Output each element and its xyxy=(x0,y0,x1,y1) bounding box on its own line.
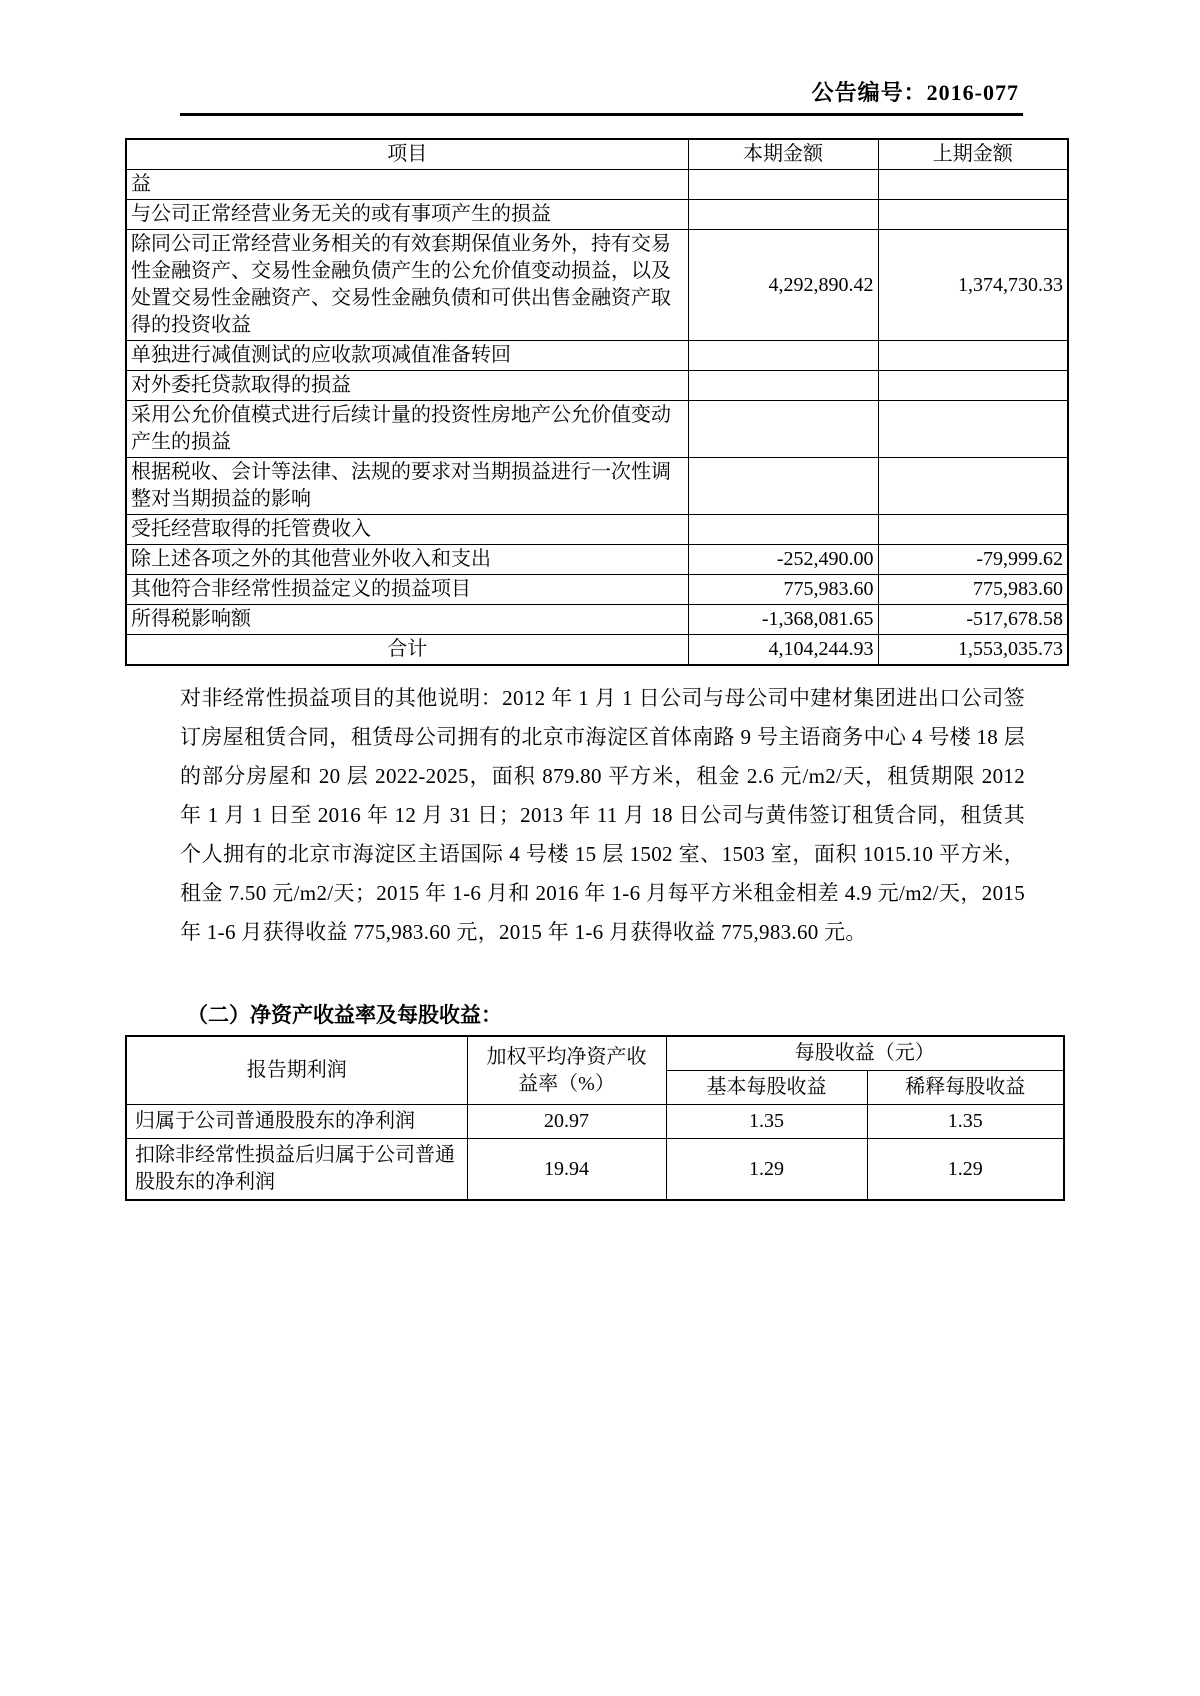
column-header-diluted-eps: 稀释每股收益 xyxy=(867,1071,1064,1105)
prior-amount-cell xyxy=(878,170,1068,200)
prior-amount-cell xyxy=(878,458,1068,515)
column-header-eps-group: 每股收益（元） xyxy=(666,1036,1064,1071)
item-cell: 其他符合非经常性损益定义的损益项目 xyxy=(126,575,688,605)
column-header-roe: 加权平均净资产收益率（%） xyxy=(467,1036,666,1105)
basic-eps-cell: 1.35 xyxy=(666,1105,867,1139)
column-header-item: 项目 xyxy=(126,139,688,170)
total-current-amount-cell: 4,104,244.93 xyxy=(688,635,878,666)
current-amount-cell xyxy=(688,170,878,200)
current-amount-cell: 775,983.60 xyxy=(688,575,878,605)
item-cell: 根据税收、会计等法律、法规的要求对当期损益进行一次性调整对当期损益的影响 xyxy=(126,458,688,515)
item-cell: 与公司正常经营业务无关的或有事项产生的损益 xyxy=(126,200,688,230)
total-row xyxy=(126,635,1068,666)
prior-amount-cell xyxy=(878,341,1068,371)
prior-amount-cell xyxy=(878,371,1068,401)
table-header-row xyxy=(126,139,1068,170)
roe-cell: 20.97 xyxy=(467,1105,666,1139)
header-rule xyxy=(180,113,1023,116)
current-amount-cell xyxy=(688,371,878,401)
current-amount-cell: 4,292,890.42 xyxy=(688,230,878,341)
current-amount-cell: -1,368,081.65 xyxy=(688,605,878,635)
roe-eps-table xyxy=(125,1035,1065,1201)
diluted-eps-cell: 1.35 xyxy=(867,1105,1064,1139)
table-row xyxy=(126,200,1068,230)
column-header-current-amount: 本期金额 xyxy=(688,139,878,170)
diluted-eps-cell: 1.29 xyxy=(867,1139,1064,1201)
table-row xyxy=(126,1105,1064,1139)
table-row xyxy=(126,545,1068,575)
table-row xyxy=(126,1139,1064,1201)
basic-eps-cell: 1.29 xyxy=(666,1139,867,1201)
table-row xyxy=(126,341,1068,371)
prior-amount-cell: -517,678.58 xyxy=(878,605,1068,635)
section-title: （二）净资产收益率及每股收益： xyxy=(187,1003,502,1027)
table-row xyxy=(126,230,1068,341)
announcement-number: 公告编号：2016-077 xyxy=(811,80,1019,105)
column-header-prior-amount: 上期金额 xyxy=(878,139,1068,170)
table-row xyxy=(126,575,1068,605)
table-row xyxy=(126,458,1068,515)
prior-amount-cell: 775,983.60 xyxy=(878,575,1068,605)
item-cell: 归属于公司普通股股东的净利润 xyxy=(126,1105,467,1139)
column-header-basic-eps: 基本每股收益 xyxy=(666,1071,867,1105)
item-cell: 受托经营取得的托管费收入 xyxy=(126,515,688,545)
total-label-cell: 合计 xyxy=(126,635,688,666)
current-amount-cell xyxy=(688,458,878,515)
table-row xyxy=(126,371,1068,401)
table-row xyxy=(126,605,1068,635)
item-cell: 扣除非经常性损益后归属于公司普通股股东的净利润 xyxy=(126,1139,467,1201)
current-amount-cell xyxy=(688,401,878,458)
table-row xyxy=(126,401,1068,458)
prior-amount-cell: -79,999.62 xyxy=(878,545,1068,575)
current-amount-cell: -252,490.00 xyxy=(688,545,878,575)
prior-amount-cell xyxy=(878,401,1068,458)
non-recurring-gains-losses-table xyxy=(125,138,1069,666)
column-header-report-profit: 报告期利润 xyxy=(126,1036,467,1105)
item-cell: 对外委托贷款取得的损益 xyxy=(126,371,688,401)
roe-cell: 19.94 xyxy=(467,1139,666,1201)
item-cell: 单独进行减值测试的应收款项减值准备转回 xyxy=(126,341,688,371)
item-cell: 益 xyxy=(126,170,688,200)
current-amount-cell xyxy=(688,515,878,545)
item-cell: 除上述各项之外的其他营业外收入和支出 xyxy=(126,545,688,575)
prior-amount-cell xyxy=(878,200,1068,230)
item-cell: 除同公司正常经营业务相关的有效套期保值业务外，持有交易性金融资产、交易性金融负债产生的公允价值变动损益，以及处置交易性金融资产、交易性金融负债和可供出售金融资产取得的投资收益 xyxy=(126,230,688,341)
current-amount-cell xyxy=(688,341,878,371)
total-prior-amount-cell: 1,553,035.73 xyxy=(878,635,1068,666)
current-amount-cell xyxy=(688,200,878,230)
page-content xyxy=(125,0,1067,1201)
prior-amount-cell: 1,374,730.33 xyxy=(878,230,1068,341)
table-row xyxy=(126,170,1068,200)
table-row xyxy=(126,515,1068,545)
prior-amount-cell xyxy=(878,515,1068,545)
note-paragraph: 对非经常性损益项目的其他说明：2012 年 1 月 1 日公司与母公司中建材集团进出口公司签订房屋租赁合同，租赁母公司拥有的北京市海淀区首体南路 9 号主语商务中心 4 号楼 18 层的部分房屋和 20 层 2022-2025，面积 879.80 平方米，租金 2.6 元/m2/天，租赁期限 2012 年 1 月 1 日至 2016 年 12 月 31 日；2013 年 11 月 18 日公司与黄伟签订租赁合同，租赁其个人拥有的北京市海淀区主语国际 4 号楼 15 层 1502 室、1503 室，面积 1015.10 平方米，租金 7.50 元/m2/天；2015 年 1-6 月和 2016 年 1-6 月每平方米租金相差 4.9 元/m2/天，2015 年 1-6 月获得收益 775,983.60 元，2015 年 1-6 月获得收益 775,983.60 元。 xyxy=(180,686,1025,944)
table-header-row xyxy=(126,1036,1064,1071)
item-cell: 所得税影响额 xyxy=(126,605,688,635)
item-cell: 采用公允价值模式进行后续计量的投资性房地产公允价值变动产生的损益 xyxy=(126,401,688,458)
